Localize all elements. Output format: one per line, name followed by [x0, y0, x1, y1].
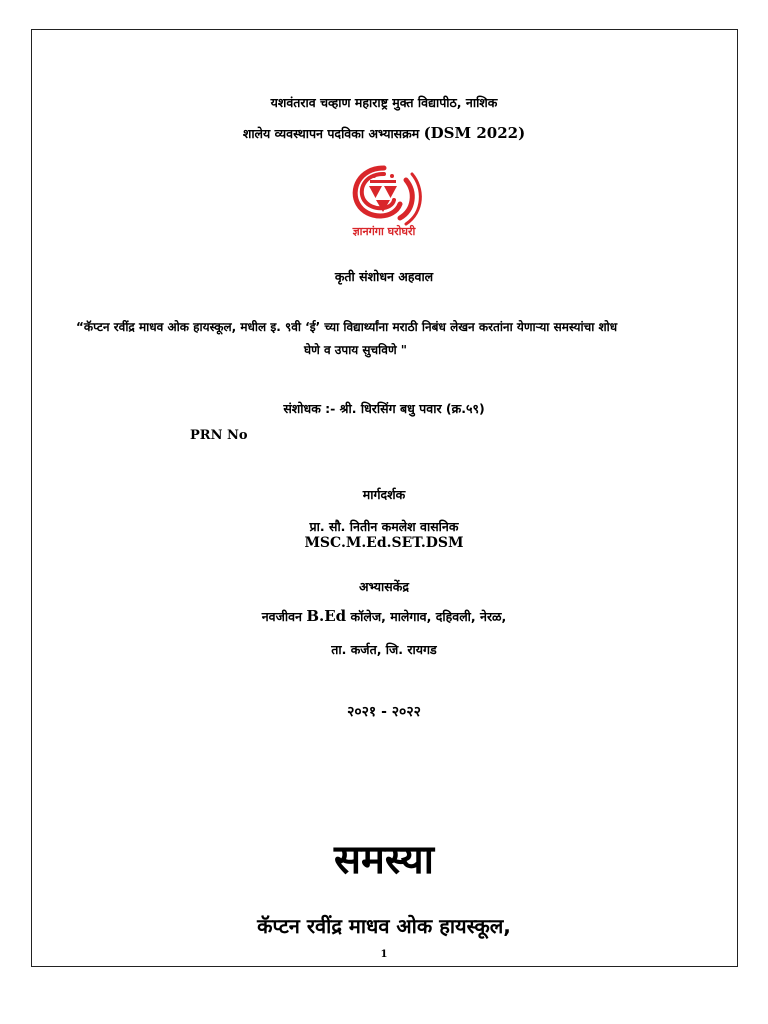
center-place: कॉलेज, मालेगाव, दहिवली, नेरळ,: [350, 609, 507, 624]
topic-line-2: घेणे व उपाय सुचविणे ": [304, 343, 408, 357]
center-heading: अभ्यासकेंद्र: [359, 579, 409, 594]
course-code: (DSM 2022): [423, 124, 526, 142]
academic-year: २०२१ - २०२२: [347, 704, 421, 720]
center-address-line-1: [0, 607, 768, 625]
report-type: कृती संशोधन अहवाल: [334, 269, 434, 284]
center-address-line-2: ता. कर्जत, जि. रायगड: [331, 642, 437, 657]
page-number: 1: [380, 949, 388, 960]
center-name: नवजीवन: [261, 609, 302, 624]
topic-line-1: “कॅप्टन रवींद्र माधव ओक हायस्कूल, मधील इ. ९वी ‘ई’ च्या विद्यार्थ्यांना मराठी निबंध लेखन करतांना येणाऱ्या समस्यांचा शोध: [76, 320, 618, 334]
section-subtitle: कॅप्टन रवींद्र माधव ओक हायस्कूल,: [257, 914, 511, 938]
researcher: संशोधक :- श्री. धिरसिंग बधु पवार (क्र.५९): [283, 401, 485, 416]
center-degree: B.Ed: [306, 607, 347, 625]
section-title: समस्या: [333, 837, 435, 883]
guide-degrees: MSC.M.Ed.SET.DSM: [304, 535, 464, 551]
guide-name: प्रा. सौ. नितीन कमलेश वासनिक: [309, 519, 459, 534]
course-name: शालेय व्यवस्थापन पदविका अभ्यासक्रम: [242, 126, 420, 141]
guide-heading: मार्गदर्शक: [362, 487, 406, 502]
ycmou-logo-icon: [334, 160, 434, 246]
university-name: यशवंतराव चव्हाण महाराष्ट्र मुक्त विद्यापीठ, नाशिक: [270, 95, 498, 110]
logo-tagline: ज्ञानगंगा घरोघरी: [352, 225, 416, 238]
course-title: [0, 124, 768, 142]
prn-label: PRN No: [190, 428, 248, 443]
